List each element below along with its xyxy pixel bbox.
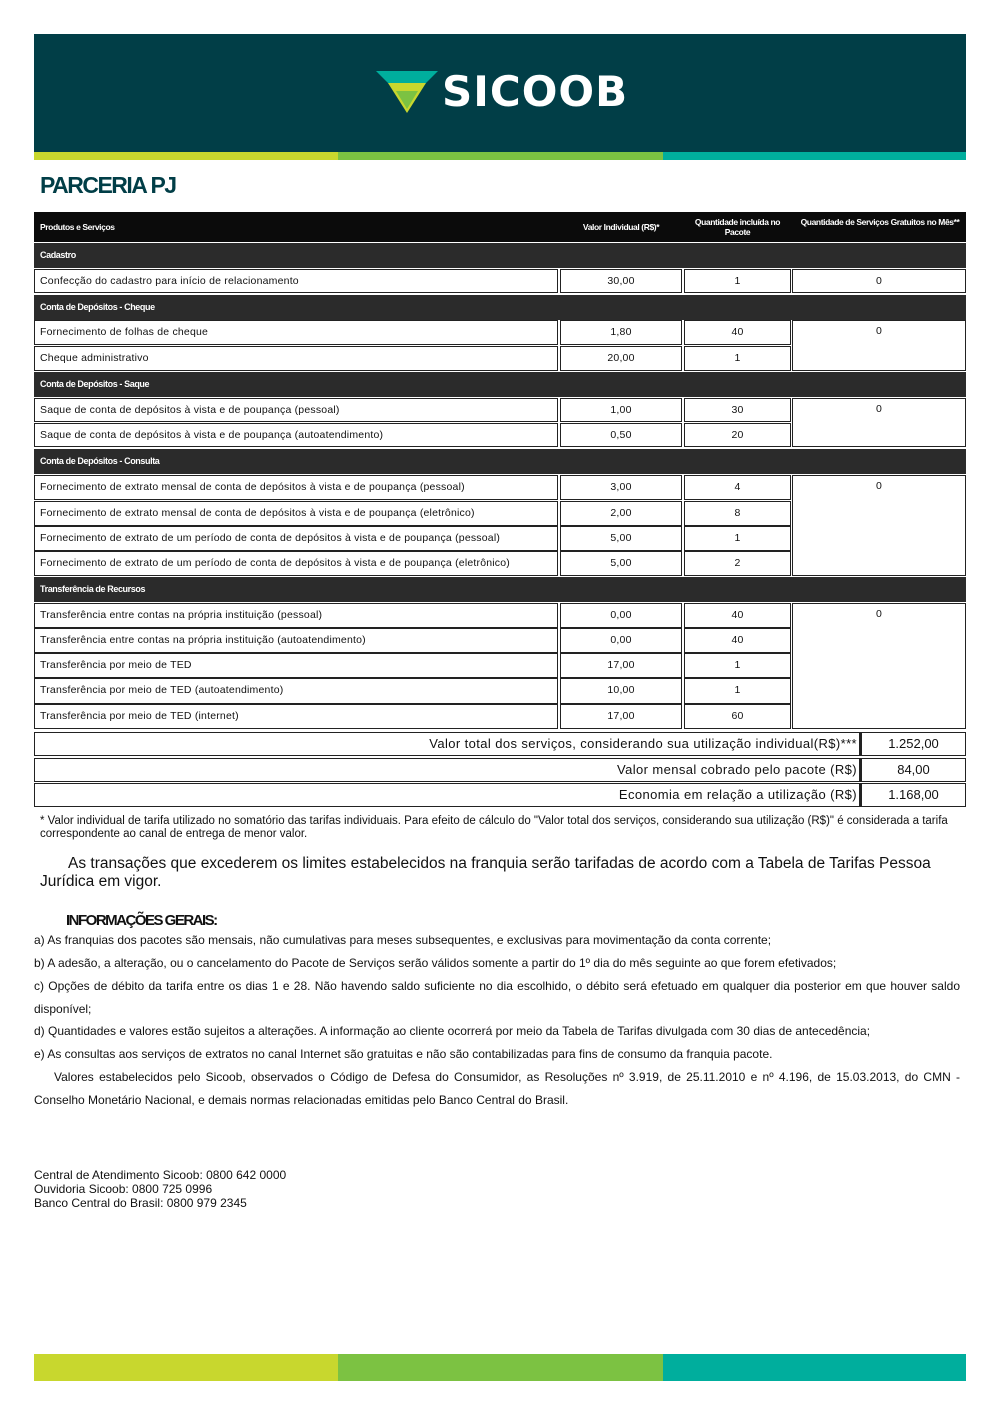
header-free-services: Quantidade de Serviços Gratuitos no Mês** [800, 217, 960, 227]
table-row-qty: 8 [684, 501, 791, 526]
info-item: b) A adesão, a alteração, ou o cancelamento do Pacote de Serviços serão válidos somente a partir do 1º dia do mês seguinte ao que forem efetivados; [34, 956, 837, 970]
table-row-qty: 1 [684, 526, 791, 551]
top-color-stripe [34, 152, 966, 160]
table-row-qty: 30 [684, 398, 791, 422]
table-row-name: Fornecimento de extrato mensal de conta de depósitos à vista e de poupança (pessoal) [34, 475, 558, 500]
table-row-value: 0,50 [560, 423, 682, 447]
table-row-name: Cheque administrativo [34, 346, 558, 371]
table-row-qty: 1 [684, 653, 791, 678]
sicoob-logo-icon [376, 69, 438, 115]
total-value: 84,00 [860, 758, 966, 782]
table-row-value: 17,00 [560, 704, 682, 729]
section-header: Cadastro [34, 243, 966, 268]
info-item: a) As franquias dos pacotes são mensais, não cumulativas para meses subsequentes, e exclusivas para movimentação da conta corrente; [34, 933, 772, 947]
table-row-value: 0,00 [560, 603, 682, 628]
total-value: 1.252,00 [860, 732, 966, 756]
table-row-value: 1,00 [560, 398, 682, 422]
total-value: 1.168,00 [860, 783, 966, 807]
table-row-value: 3,00 [560, 475, 682, 500]
table-row-name: Saque de conta de depósitos à vista e de poupança (autoatendimento) [34, 423, 558, 447]
table-row-name: Transferência por meio de TED (internet) [34, 704, 558, 729]
table-row-qty: 1 [684, 269, 791, 293]
table-row-value: 2,00 [560, 501, 682, 526]
transactions-note: As transações que excederem os limites estabelecidos na franquia serão tarifadas de acordo com a Tabela de Tarifas Pessoa Jurídica em vigor. [40, 855, 931, 890]
table-row-qty: 4 [684, 475, 791, 500]
table-row-qty: 60 [684, 704, 791, 729]
section-header: Conta de Depósitos - Cheque [34, 295, 966, 320]
table-row-name: Fornecimento de extrato de um período de conta de depósitos à vista e de poupança (eletrônico) [34, 551, 558, 576]
table-row-value: 10,00 [560, 678, 682, 704]
table-row-name: Transferência entre contas na própria instituição (pessoal) [34, 603, 558, 628]
table-row-qty: 2 [684, 551, 791, 576]
contact-line: Ouvidoria Sicoob: 0800 725 0996 [34, 1182, 213, 1196]
contact-line: Banco Central do Brasil: 0800 979 2345 [34, 1196, 247, 1210]
bottom-color-stripe [34, 1354, 966, 1381]
table-row-value: 5,00 [560, 551, 682, 576]
free-services-cell: 0 [792, 475, 966, 576]
section-header: Transferência de Recursos [34, 577, 966, 602]
total-label: Valor total dos serviços, considerando sua utilização individual(R$)*** [34, 732, 860, 756]
logo-wordmark: SICOOB [442, 67, 629, 116]
table-header [34, 212, 966, 242]
page-title: PARCERIA PJ [40, 172, 176, 198]
section-header: Conta de Depósitos - Saque [34, 372, 966, 397]
table-row-value: 0,00 [560, 628, 682, 653]
table-row-qty: 20 [684, 423, 791, 447]
table-row-name: Transferência entre contas na própria instituição (autoatendimento) [34, 628, 558, 653]
table-row-name: Saque de conta de depósitos à vista e de poupança (pessoal) [34, 398, 558, 422]
table-row-value: 1,80 [560, 320, 682, 345]
table-row-value: 20,00 [560, 346, 682, 371]
table-row-name: Confecção do cadastro para início de relacionamento [34, 269, 558, 293]
table-row-value: 30,00 [560, 269, 682, 293]
table-row-name: Transferência por meio de TED [34, 653, 558, 678]
table-row-value: 5,00 [560, 526, 682, 551]
free-services-cell: 0 [792, 603, 966, 729]
total-label: Economia em relação a utilização (R$) [34, 783, 860, 807]
table-row-value: 17,00 [560, 653, 682, 678]
sicoob-logo [376, 68, 628, 116]
info-item: e) As consultas aos serviços de extratos no canal Internet são gratuitas e não são contabilizadas para fins de consumo da franquia pacote. [34, 1047, 773, 1061]
table-row-name: Fornecimento de folhas de cheque [34, 320, 558, 345]
package-monthly-row [34, 758, 966, 782]
total-label: Valor mensal cobrado pelo pacote (R$) [34, 758, 860, 782]
table-row-name: Transferência por meio de TED (autoatendimento) [34, 678, 558, 704]
header-value: Valor Individual (R$)* [582, 222, 660, 232]
table-row-name: Fornecimento de extrato mensal de conta de depósitos à vista e de poupança (eletrônico) [34, 501, 558, 526]
savings-row [34, 783, 966, 807]
legal-note: Valores estabelecidos pelo Sicoob, observados o Código de Defesa do Consumidor, as Resoluções nº 3.919, de 25.11.2010 e nº 4.196, de 15.03.2013, do CMN - Conselho Monetário Nacional, e demais normas relacionadas emitidas pelo Banco Central do Brasil. [34, 1070, 960, 1107]
info-item: d) Quantidades e valores estão sujeitos a alterações. A informação ao cliente ocorrerá por meio da Tabela de Tarifas divulgada com 30 dias de antecedência; [34, 1024, 871, 1038]
total-individual-row [34, 732, 966, 756]
info-title: INFORMAÇÕES GERAIS: [66, 912, 217, 929]
table-row-name: Fornecimento de extrato de um período de conta de depósitos à vista e de poupança (pessoal) [34, 526, 558, 551]
table-row-qty: 1 [684, 346, 791, 371]
table-row-qty: 40 [684, 320, 791, 345]
table-row-qty: 40 [684, 628, 791, 653]
table-row-qty: 40 [684, 603, 791, 628]
contacts-block [34, 1168, 286, 1210]
free-services-cell: 0 [792, 269, 966, 293]
contact-line: Central de Atendimento Sicoob: 0800 642 0000 [34, 1168, 287, 1182]
info-item: c) Opções de débito da tarifa entre os dias 1 e 28. Não havendo saldo suficiente no dia escolhido, o débito será efetuado em qualquer dia posterior em que houver saldo disponível; [34, 979, 960, 1016]
table-row-qty: 1 [684, 678, 791, 704]
footnote: * Valor individual de tarifa utilizado no somatório das tarifas individuais. Para efeito de cálculo do "Valor total dos serviços, considerando sua utilização (R$)" é considerada a tarifa correspondente ao canal de entrega de menor valor. [40, 815, 948, 840]
header-product: Produtos e Serviços [40, 222, 115, 232]
free-services-cell: 0 [792, 320, 966, 371]
free-services-cell: 0 [792, 398, 966, 447]
header-qty-included: Quantidade incluída no Pacote [694, 217, 781, 237]
section-header: Conta de Depósitos - Consulta [34, 449, 966, 474]
